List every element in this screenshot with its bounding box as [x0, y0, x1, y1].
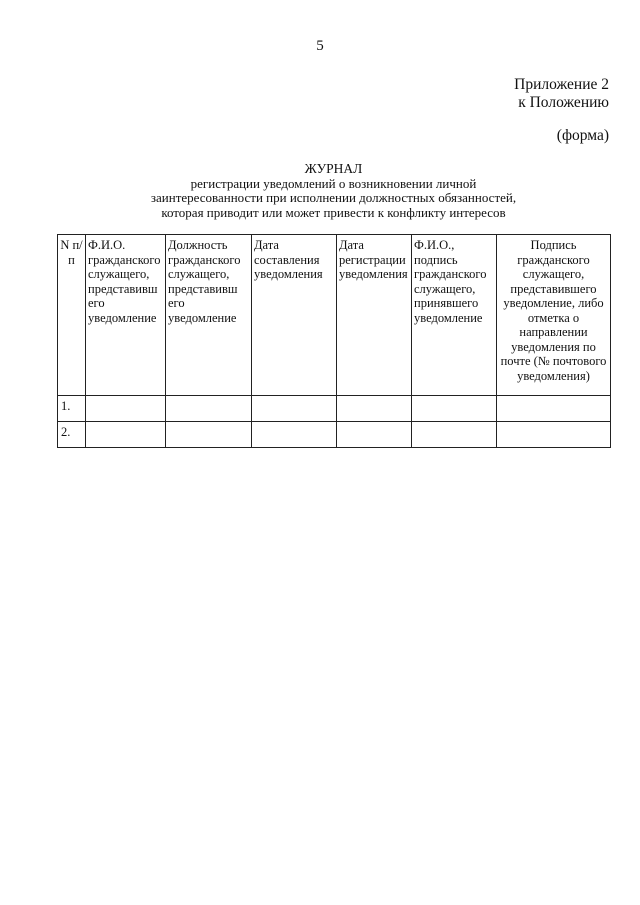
- table-cell: [337, 396, 412, 422]
- header-receiver-signature: Ф.И.О., подпись гражданского служащего, принявшего уведомление: [412, 235, 497, 396]
- header-creation-date: Дата составления уведомления: [252, 235, 337, 396]
- document-heading: [0, 162, 640, 220]
- table-cell: [412, 396, 497, 422]
- table-cell: [412, 422, 497, 448]
- header-submitter-position: Должность гражданского служащего, представивш его уведомление: [166, 235, 252, 396]
- heading-line-2: заинтересованности при исполнении должностных обязанностей,: [150, 190, 517, 205]
- row-number: 1.: [58, 396, 86, 422]
- header-submitter-name: Ф.И.О. гражданского служащего, представивш его уведомление: [86, 235, 166, 396]
- table-row: [58, 422, 611, 448]
- table-cell: [86, 396, 166, 422]
- page-number: 5: [316, 38, 324, 54]
- header-registration-date: Дата регистрации уведомления: [337, 235, 412, 396]
- table-cell: [497, 396, 611, 422]
- table-cell: [497, 422, 611, 448]
- heading-line-3: которая приводит или может привести к конфликту интересов: [161, 204, 506, 220]
- header-number: N п/п: [58, 235, 86, 396]
- table-cell: [337, 422, 412, 448]
- row-number: 2.: [58, 422, 86, 448]
- heading-line-1: регистрации уведомлений о возникновении личной: [190, 175, 477, 191]
- journal-table: [57, 234, 611, 448]
- table-cell: [166, 422, 252, 448]
- table-cell: [252, 396, 337, 422]
- table-cell: [166, 396, 252, 422]
- table-cell: [86, 422, 166, 448]
- appendix-line-1: Приложение 2: [514, 76, 609, 93]
- header-submitter-signature: Подпись гражданского служащего, представившего уведомление, либо отметка о направлении уведомления по почте (№ почтового уведомления): [497, 235, 611, 396]
- table-cell: [252, 422, 337, 448]
- appendix-line-2: к Положению: [518, 94, 609, 111]
- appendix-label: [514, 76, 609, 112]
- table-row: [58, 396, 611, 422]
- document-title: ЖУРНАЛ: [304, 161, 363, 176]
- table-header-row: [58, 235, 611, 396]
- form-label: (форма): [556, 127, 609, 144]
